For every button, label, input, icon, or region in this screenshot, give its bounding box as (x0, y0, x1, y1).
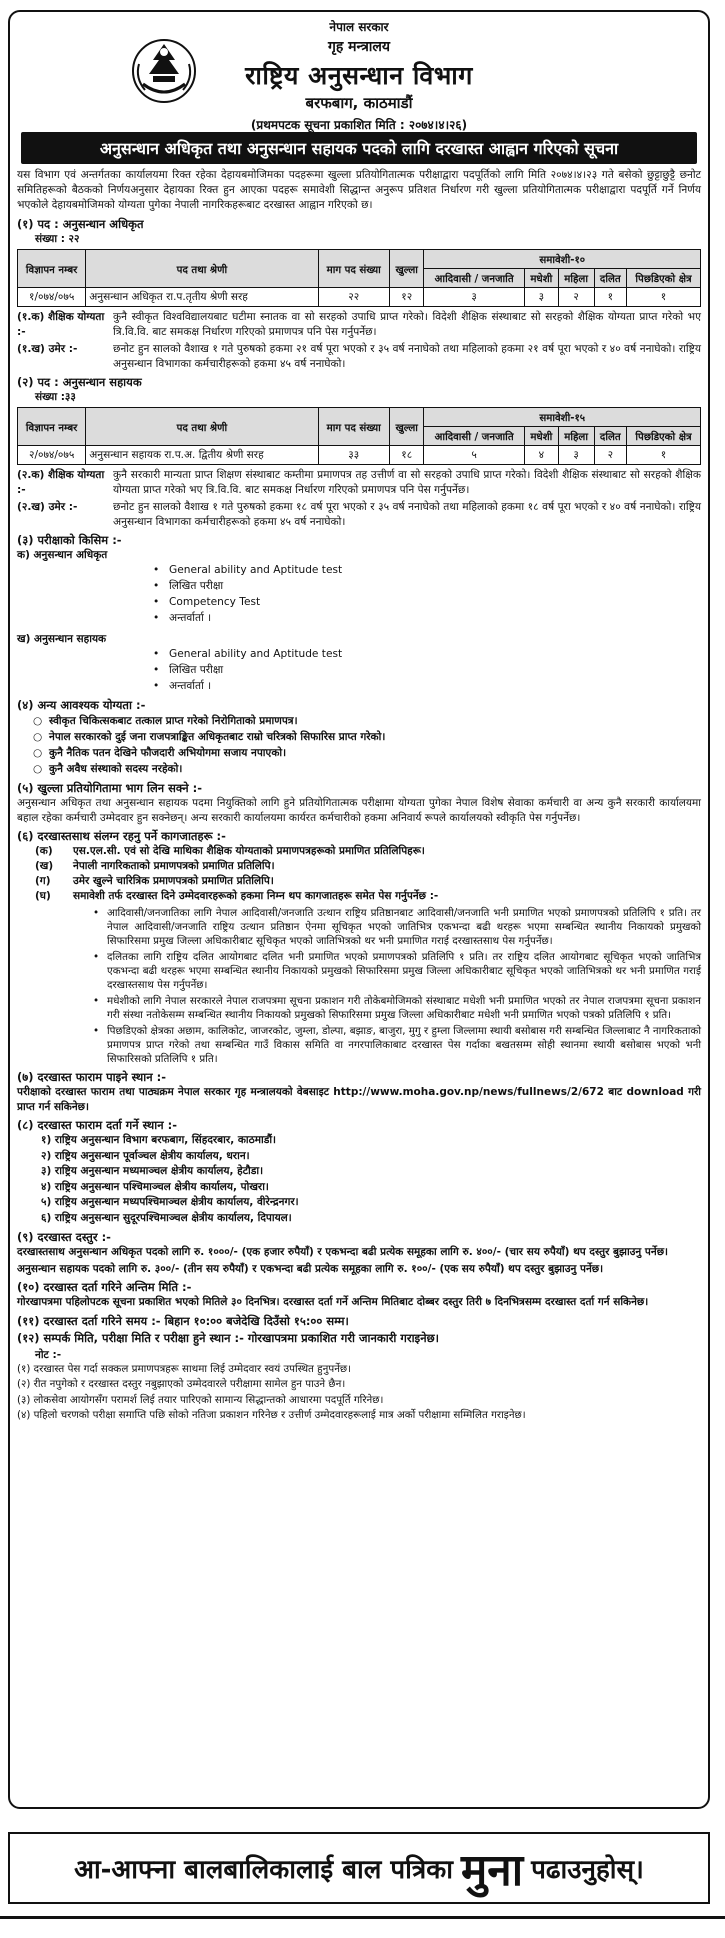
muna-advertisement (8, 1832, 710, 1904)
publication-date: (प्रथमपटक सूचना प्रकाशित मिति : २०७४।४।२६) (250, 118, 468, 132)
exam-schedule: (१२) सम्पर्क मिति, परीक्षा मिति र परीक्षा हुने स्थान :- गोरखापत्रमा प्रकाशित गरी जानकारी गराइनेछ। (17, 1330, 439, 1345)
notes-heading: नोट :- (35, 1348, 62, 1361)
submission-places-list (17, 1133, 701, 1226)
list-item: • लिखित परीक्षा (153, 664, 224, 676)
table-cell: ३ (524, 288, 558, 307)
post1-education-text: कुनै स्वीकृत विश्वविद्यालयबाट घटीमा स्नातक वा सो सरहको उपाधि प्राप्त गरेको। विदेशी शैक्षिक संस्थाबाट सो सरहको शैक्षिक योग्यता प्राप्त गरेको भए त्रि.वि.वि. बाट समकक्ष निर्धारण गरिएको प्रमाणपत्र पनि पेस गर्नुपर्नेछ। (113, 311, 701, 338)
fee-heading: (९) दरखास्त दस्तुर :- (17, 1230, 111, 1244)
list-item: ○ कुनै नैतिक पतन देखिने फौजदारी अभियोगमा सजाय नपाएको। (33, 747, 287, 759)
header (17, 16, 701, 132)
col-demand: माग पद संख्या (318, 250, 389, 288)
table-row (18, 446, 701, 465)
table-cell: १२ (389, 288, 423, 307)
list-item: (ग) उमेर खुल्ने चारित्रिक प्रमाणपत्रको प्रमाणित प्रतिलिपि। (35, 875, 274, 887)
list-item: ○ नेपाल सरकारको दुई जना राजपत्राङ्कित अधिकृतबाट राम्रो चरित्रको सिफारिस प्राप्त गरेको। (33, 731, 386, 743)
table-cell: अनुसन्धान अधिकृत रा.प.तृतीय श्रेणी सरह (86, 288, 318, 307)
list-item: ४) राष्ट्रिय अनुसन्धान पश्चिमाञ्चल क्षेत्रीय कार्यालय, पोखरा। (41, 1180, 269, 1193)
list-item: • General ability and Aptitude test (153, 648, 343, 660)
list-item: १) राष्ट्रिय अनुसन्धान विभाग बरफबाग, सिंहदरबार, काठमाडौं। (41, 1134, 277, 1146)
ad-right-text: पढाउनुहोस्। (531, 1855, 644, 1885)
list-item: (क) एस.एल.सी. एवं सो देखि माथिका शैक्षिक योग्यताको प्रमाणपत्रहरूको प्रमाणित प्रतिलिपिहरू। (35, 845, 425, 857)
list-item: ○ स्वीकृत चिकित्सकबाट तत्काल प्राप्त गरेको निरोगिताको प्रमाणपत्र। (33, 715, 298, 727)
exam-officer-label: क) अनुसन्धान अधिकृत (17, 549, 108, 561)
submission-time: (११) दरखास्त दर्ता गरिने समय :- बिहान १०:०० बजेदेखि दिउँसो १५:०० सम्म। (17, 1313, 349, 1328)
table-row (18, 288, 701, 307)
col-madhesi: मधेशी (524, 427, 558, 446)
list-item: • अन्तर्वार्ता । (153, 680, 212, 692)
post1-age-label: (१.ख) उमेर :- (17, 343, 78, 355)
list-item: • पिछडिएको क्षेत्रका अछाम, कालिकोट, जाजरकोट, जुम्ला, डोल्पा, बझाङ, बाजुरा, मुगु र हुम्ला जिल्लामा स्थायी बसोबास गरी सम्बन्धित जिल्लाबाट नै नागरिकताको प्रमाणपत्र प्राप्त गरेको तथा सम्बन्धित गाउँ विकास समिति वा नगरपालिकाबाट दरखास्त पेस गर्दाका बखतसम्म सोही स्थानमा स्थायी बसोबास भएको भनी सिफारिसको प्रतिलिपि १ प्रति। (93, 1025, 701, 1065)
footer-rule (0, 1916, 725, 1919)
post1-education-label: (१.क) शैक्षिक योग्यता :- (17, 311, 105, 338)
table-cell: ४ (524, 446, 558, 465)
col-post-level: पद तथा श्रेणी (86, 250, 318, 288)
list-item: ○ कुनै अवैध संस्थाको सदस्य नरहेको। (33, 763, 183, 775)
table-cell: अनुसन्धान सहायक रा.प.अ. द्वितीय श्रेणी सरह (86, 446, 318, 465)
table-cell: २ (558, 288, 594, 307)
deadline-heading: (१०) दरखास्त दर्ता गरिने अन्तिम मिति :- (17, 1280, 192, 1294)
table-cell: १ (627, 446, 701, 465)
col-women: महिला (558, 427, 594, 446)
intro-paragraph: यस विभाग एवं अन्तर्गतका कार्यालयमा रिक्त रहेका देहायबमोजिमका पदहरूमा खुल्ला प्रतियोगितात्मक परीक्षाद्वारा पदपूर्तिको लागि मिति २०७४।४।२३ गते बसेको छुट्टाछुट्टै छनोट समितिहरूको बैठकको निर्णयअनुसार देहायका रिक्त हुन आएका पदहरू समावेशी सिद्धान्त अनुरूप प्रतिशत निर्धारण गरी खुल्ला प्रतियोगितात्मक परीक्षाद्वारा पदपूर्ति गर्ने निर्णय भएकोले देहायबमोजिमको योग्यता पुगेका नेपाली नागरिकहरूबाट दरखास्त आह्वान गरिएको छ। (17, 169, 701, 211)
col-inclusive: समावेशी-१५ (424, 408, 701, 427)
post2-table (17, 407, 701, 465)
table-cell: ३ (558, 446, 594, 465)
list-item: • दलितका लागि राष्ट्रिय दलित आयोगबाट दलित भनी प्रमाणित भएको प्रमाणपत्रको प्रतिलिपि १ प्रति। तर राष्ट्रिय दलित आयोगबाट सूचिकृत भएको जातिभित्र एकभन्दा बढी थरहरू भएमा सम्बन्धित स्थानीय निकायको प्रमुखको सिफारिसमा प्रमुख जिल्ला अधिकारीबाट सूचिकृत भएको जातिभित्रको थर भनी प्रमाणित गराई दरखास्तसाथ पेस गर्नुपर्नेछ। (93, 951, 701, 991)
post2-education-text: कुनै सरकारी मान्यता प्राप्त शिक्षण संस्थाबाट कम्तीमा प्रमाणपत्र तह उत्तीर्ण वा सो सरहको उपाधि प्राप्त गरेको। विदेशी शैक्षिक संस्थाबाट सो सरहको शैक्षिक योग्यता प्राप्त गरेको भए त्रि.वि.वि. बाट समकक्ष निर्धारण गरिएको प्रमाणपत्र पनि पेस गर्नुपर्नेछ। (113, 469, 701, 496)
notes-list (17, 1362, 701, 1424)
list-item: • लिखित परीक्षा (153, 580, 224, 592)
list-item: (३) लोकसेवा आयोगसँग परामर्श लिई तयार पारिएको सामान्य सिद्धान्तको आधारमा पदपूर्ति गरिनेछ। (17, 1393, 384, 1406)
post1-table (17, 249, 701, 307)
list-item: २) राष्ट्रिय अनुसन्धान पूर्वाञ्चल क्षेत्रीय कार्यालय, धरान। (41, 1149, 250, 1162)
list-item: • General ability and Aptitude test (153, 564, 343, 576)
fee-assistant-text: अनुसन्धान सहायक पदको लागि रु. ३००/- (तीन सय रुपैयाँ) र एकभन्दा बढी प्रत्येक समूहका लागि रु. १००/- (एक सय रुपैयाँ) थप दस्तुर बुझाउनु पर्नेछ। (17, 1262, 604, 1275)
post1-age (17, 342, 701, 371)
col-madhesi: मधेशी (524, 269, 558, 288)
list-item: ५) राष्ट्रिय अनुसन्धान मध्यपश्चिमाञ्चल क्षेत्रीय कार्यालय, वीरेन्द्रनगर। (41, 1196, 299, 1208)
documents-heading: (६) दरखास्तसाथ संलग्न रहनु पर्ने कागजातहरू :- (17, 829, 226, 843)
list-item: (१) दरखास्त पेस गर्दा सक्कल प्रमाणपत्रहरू साथमा लिई उम्मेदवार स्वयं उपस्थित हुनुपर्नेछ। (17, 1362, 352, 1375)
list-item: (२) रीत नपुगेको र दरखास्त दस्तुर नबुझाएको उम्मेदवारले परीक्षामा सामेल हुन पाउने छैन। (17, 1378, 346, 1390)
ministry-name: गृह मन्त्रालय (327, 39, 391, 55)
open-competition-text: अनुसन्धान अधिकृत तथा अनुसन्धान सहायक पदमा नियुक्तिको लागि हुने प्रतियोगितात्मक परीक्षामा योग्यता पुगेका नेपाल विशेष सेवाका कर्मचारी वा अन्य कुनै सरकारी कार्यालयमा बहाल रहेका कर्मचारी उम्मेदवार हुन सक्नेछन्। अन्य सरकारी कार्यालयमा कार्यरत कर्मचारीको हकमा अनिवार्य रूपले कार्यालयको स्वीकृति पेस गर्नुपर्नेछ। (17, 797, 701, 824)
post1-heading: (१) पद : अनुसन्धान अधिकृत (17, 217, 144, 231)
col-open: खुल्ला (389, 250, 423, 288)
fee-officer-text: दरखास्तसाथ अनुसन्धान अधिकृत पदको लागि रु. १०००/- (एक हजार रुपैयाँ) र एकभन्दा बढी प्रत्येक समूहका लागि रु. ४००/- (चार सय रुपैयाँ) थप दस्तुर बुझाउनु पर्नेछ। (17, 1246, 669, 1258)
col-backward: पिछडिएको क्षेत्र (627, 269, 701, 288)
form-location-heading: (७) दरखास्त फाराम पाइने स्थान :- (17, 1070, 167, 1084)
post2-age-label: (२.ख) उमेर :- (17, 501, 78, 513)
post1-count: संख्या : २२ (35, 233, 80, 245)
col-janajati: आदिवासी / जनजाति (424, 427, 524, 446)
list-item: • मधेशीको लागि नेपाल सरकारले नेपाल राजपत्रमा सूचना प्रकाशन गरी तोकेबमोजिमको संस्थाबाट मधेशी भनी प्रमाणित भएको तर नेपाल राजपत्रमा सूचना प्रकाशन गरी संस्था नतोकेसम्म सम्बन्धित स्थानीय निकायको प्रमुखको सिफारिसमा प्रमुख जिल्ला अधिकारीबाट मधेशी भनी प्रमाणित भएको पत्रको प्रतिलिपि १ प्रति। (93, 995, 701, 1021)
list-item: ६) राष्ट्रिय अनुसन्धान सुदूरपश्चिमाञ्चल क्षेत्रीय कार्यालय, दिपायल। (41, 1211, 292, 1224)
table-cell: २२ (318, 288, 389, 307)
col-backward: पिछडिएको क्षेत्र (627, 427, 701, 446)
department-address: बरफबाग, काठमाडौं (305, 94, 413, 112)
table-cell: १/०७४/०७५ (18, 288, 86, 307)
table-cell: २/०७४/०७५ (18, 446, 86, 465)
list-item: (४) पहिलो चरणको परीक्षा समाप्ति पछि सोको नतिजा प्रकाशन गरिनेछ र उत्तीर्ण उम्मेदवारहरूलाई मात्र अर्को परीक्षामा सम्मिलित गराइनेछ। (17, 1409, 526, 1421)
post2-education (17, 468, 701, 497)
post1-education (17, 310, 701, 339)
nepal-emblem-icon (129, 34, 199, 104)
form-location-text: परीक्षाको दरखास्त फाराम तथा पाठ्यक्रम नेपाल सरकार गृह मन्त्रालयको वेबसाइट http://www.moha.gov.np/news/fullnews/2/672 बाट download गरी प्राप्त गर्न सकिनेछ। (17, 1086, 701, 1113)
col-post-level: पद तथा श्रेणी (86, 408, 318, 446)
government-name: नेपाल सरकार (329, 20, 389, 34)
list-item: • Competency Test (153, 596, 261, 608)
post2-age (17, 500, 701, 529)
exam-heading: (३) परीक्षाको किसिम :- (17, 533, 122, 547)
col-dalit: दलित (594, 269, 626, 288)
open-competition-heading: (५) खुल्ला प्रतियोगितामा भाग लिन सक्ने :- (17, 781, 202, 795)
list-item: • आदिवासी/जनजातिका लागि नेपाल आदिवासी/जनजाति उत्थान राष्ट्रिय प्रतिष्ठानबाट आदिवासी/जनजाति भनी प्रमाणित भएको प्रमाणपत्रको प्रतिलिपि १ प्रति। तर नेपाल आदिवासी/जनजाति राष्ट्रिय उत्थान प्रतिष्ठान ऐनमा सूचिकृत भएको जातिभित्र एकभन्दा बढी थरहरू भएमा सम्बन्धित स्थानीय निकायको प्रमुखको सिफारिसमा प्रमुख जिल्ला अधिकारीबाट सूचिकृत भएको जातिभित्रको थर भनी प्रमाणित गराई दरखास्तसाथ पेस गर्नुपर्नेछ। (93, 907, 701, 947)
submission-places-heading: (८) दरखास्त फाराम दर्ता गर्ने स्थान :- (17, 1118, 177, 1132)
col-janajati: आदिवासी / जनजाति (424, 269, 524, 288)
department-name: राष्ट्रिय अनुसन्धान विभाग (245, 61, 473, 90)
other-qualification-heading: (४) अन्य आवश्यक योग्यता :- (17, 698, 146, 712)
muna-brand: मुना (460, 1845, 524, 1896)
table-cell: ५ (424, 446, 524, 465)
table-cell: १ (627, 288, 701, 307)
list-item: (ख) नेपाली नागरिकताको प्रमाणपत्रको प्रमाणित प्रतिलिपि। (35, 860, 275, 872)
notice-title-banner: अनुसन्धान अधिकृत तथा अनुसन्धान सहायक पदको लागि दरखास्त आह्वान गरिएको सूचना (21, 132, 697, 164)
post2-count: संख्या :३३ (35, 391, 76, 403)
list-item: (घ) समावेशी तर्फ दरखास्त दिने उम्मेदवारहरूको हकमा निम्न थप कागजातहरू समेत पेस गर्नुपर्नेछ :- (35, 890, 439, 902)
list-item: ३) राष्ट्रिय अनुसन्धान मध्यमाञ्चल क्षेत्रीय कार्यालय, हेटौडा। (41, 1165, 264, 1177)
col-ad-number: विज्ञापन नम्बर (18, 408, 86, 446)
post2-age-text: छनोट हुन सालको वैशाख १ गते पुरुषको हकमा १८ वर्ष पूरा भएको र ३५ वर्ष ननाघेको तथा महिलाको हकमा १८ वर्ष पूरा भएको र ४० वर्ष ननाघेको। राष्ट्रिय अनुसन्धान विभागका कर्मचारीहरूको हकमा ४५ वर्ष ननाघेको। (113, 501, 701, 528)
list-item: • अन्तर्वार्ता । (153, 612, 212, 624)
col-open: खुल्ला (389, 408, 423, 446)
exam-assistant-label: ख) अनुसन्धान सहायक (17, 633, 107, 645)
documents-list (17, 844, 701, 904)
notice-frame (8, 10, 710, 1809)
col-inclusive: समावेशी-१० (424, 250, 701, 269)
post2-heading: (२) पद : अनुसन्धान सहायक (17, 375, 142, 389)
table-cell: ३३ (318, 446, 389, 465)
table-cell: ३ (424, 288, 524, 307)
table-cell: २ (594, 446, 626, 465)
col-dalit: दलित (594, 427, 626, 446)
col-demand: माग पद संख्या (318, 408, 389, 446)
deadline-text: गोरखापत्रमा पहिलोपटक सूचना प्रकाशित भएको मितिले ३० दिनभित्र। दरखास्त दर्ता गर्ने अन्तिम मितिबाट दोब्बर दस्तुर तिरी ७ दिनभित्रसम्म दरखास्त दर्ता गर्न सकिनेछ। (17, 1296, 649, 1308)
col-women: महिला (558, 269, 594, 288)
ad-left-text: आ-आफ्ना बालबालिकालाई बाल पत्रिका (74, 1855, 453, 1885)
post1-age-text: छनोट हुन सालको वैशाख १ गते पुरुषको हकमा २१ वर्ष पूरा भएको र ३५ वर्ष ननाघेको तथा महिलाको हकमा २१ वर्ष पूरा भएको र ४० वर्ष ननाघेको। राष्ट्रिय अनुसन्धान विभागका कर्मचारीहरूको हकमा ४५ वर्ष ननाघेको। (113, 343, 701, 370)
col-ad-number: विज्ञापन नम्बर (18, 250, 86, 288)
table-cell: १८ (389, 446, 423, 465)
table-cell: १ (594, 288, 626, 307)
post2-education-label: (२.क) शैक्षिक योग्यता :- (17, 469, 105, 496)
